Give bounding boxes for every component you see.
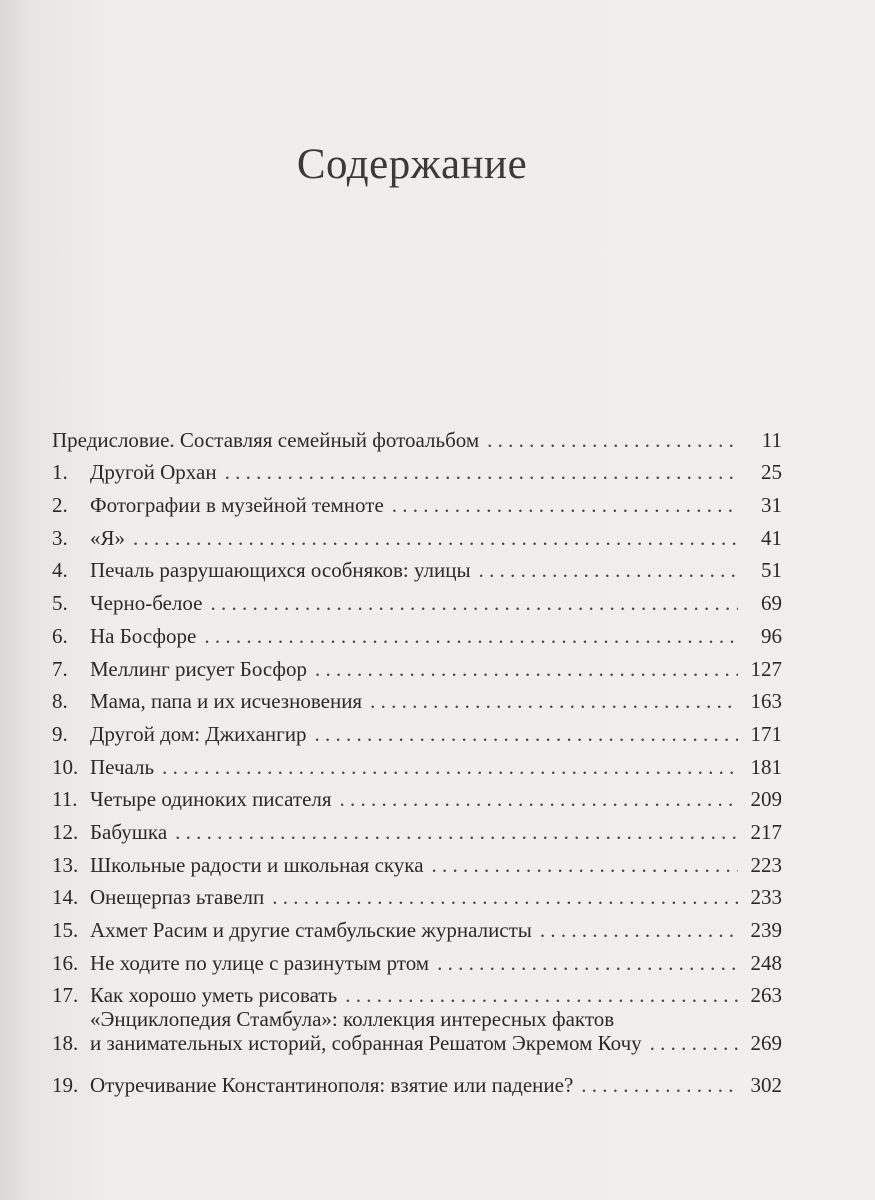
leader-dots [479,558,738,582]
toc-entry-number: 6. [52,623,68,648]
leader-dots [370,689,738,713]
toc-entry-number: 19. [52,1072,79,1097]
toc-entry[interactable] [52,452,782,485]
toc-entry[interactable] [52,975,782,1008]
toc-entry[interactable] [52,1007,782,1055]
toc-entry[interactable] [52,517,782,550]
toc-entry-title: Меллинг рисует Босфор [90,656,308,681]
leader-dots [650,1031,738,1055]
toc-entry-number: 10. [52,754,79,779]
toc-entry-number: 5. [52,591,68,616]
toc-entry-number: 15. [52,918,79,942]
toc-entry-number: 3. [52,525,68,550]
toc-entry[interactable] [52,615,782,648]
toc-entry[interactable] [52,877,782,910]
toc-entry-page: 69 [761,591,782,616]
toc-entry-number: 9. [52,721,68,746]
leader-dots [432,853,738,877]
toc-entry-title: Другой дом: Джихангир [90,721,307,746]
toc-entry-title: Школьные радости и школьная скука [90,852,424,877]
toc-entry-number: 14. [52,885,79,910]
toc-entry-page: 239 [750,918,782,942]
toc-entry-title: «Я» [90,525,126,550]
toc-entry-title: Отуречивание Константинополя: взятие или падение? [90,1072,574,1097]
toc-entry-page: 302 [750,1072,782,1097]
toc-entry-title: Черно-белое [90,591,203,616]
leader-dots [272,885,738,909]
toc-entry-title: Печаль [90,754,155,779]
toc-entry-number: 12. [52,819,79,844]
toc-entry-number: 11. [52,787,78,812]
toc-entry-title: Печаль разрушающихся особняков: улицы [90,558,471,583]
toc-entry-number: 1. [52,460,68,485]
leader-dots [315,722,739,746]
toc-entry-title: Бабушка [90,819,168,844]
toc-entry-page: 11 [761,427,782,452]
toc-entry-page: 263 [750,983,782,1008]
leader-dots [162,755,738,779]
toc-entry-title: Четыре одиноких писателя [90,787,332,812]
toc-entry[interactable] [52,746,782,779]
leader-dots [133,526,738,550]
page-title: Содержание [296,141,528,188]
toc-entry-page: 31 [761,493,782,518]
toc-entry-title: Ахмет Расим и другие стамбульские журналисты [90,918,532,942]
toc-entry[interactable] [52,1064,782,1097]
table-of-contents [52,419,782,1097]
toc-entry[interactable] [52,582,782,615]
toc-entry[interactable] [52,779,782,812]
leader-dots [211,591,739,615]
toc-entry-page: 209 [750,787,782,812]
leader-dots [581,1073,738,1097]
leader-dots [392,493,738,517]
leader-dots [204,624,738,648]
toc-entry-page: 217 [750,819,782,844]
toc-entry-title-line-2: и занимательных историй, собранная Решатом Экремом Кочу [90,1031,642,1056]
toc-entry-preface[interactable] [52,419,782,452]
toc-entry-number: 7. [52,656,68,681]
toc-entry-page: 248 [750,950,782,975]
toc-entry-page: 41 [761,525,782,550]
toc-entry-page: 181 [750,754,782,779]
toc-entry-page: 171 [750,721,782,746]
toc-entry[interactable] [52,681,782,714]
toc-entry-title: Не ходите по улице с разинутым ртом [90,950,430,975]
toc-entry-number: 16. [52,950,79,975]
toc-entry-page: 223 [750,852,782,877]
toc-entry-title: Другой Орхан [90,460,217,485]
toc-entry-title: Предисловие. Составляя семейный фотоальбом [52,427,480,452]
toc-entry[interactable] [52,811,782,844]
leader-dots [540,918,738,942]
leader-dots [487,428,738,452]
toc-entry[interactable] [52,713,782,746]
toc-entry-number: 18. [52,1031,79,1056]
leader-dots [437,951,738,975]
leader-dots [175,820,738,844]
toc-entry-number: 2. [52,493,68,518]
toc-entry[interactable] [52,550,782,583]
toc-entry[interactable] [52,844,782,877]
toc-entry-page: 25 [761,460,782,485]
toc-entry-title: Как хорошо уметь рисовать [90,983,338,1008]
toc-entry-title [90,1007,642,1055]
toc-entry[interactable] [52,648,782,681]
toc-entry[interactable] [52,484,782,517]
toc-entry-title: На Босфоре [90,623,197,648]
toc-entry-page: 269 [750,1031,782,1056]
toc-entry-number: 8. [52,689,68,714]
toc-entry-title: Мама, папа и их исчезновения [90,689,363,714]
toc-entry-number: 4. [52,558,68,583]
toc-entry-number: 13. [52,852,79,877]
leader-dots [225,460,738,484]
toc-entry-title-line-1: «Энциклопедия Стамбула»: коллекция интересных фактов [90,1007,615,1032]
toc-entry-page: 163 [750,689,782,714]
toc-entry-title: Фотографии в музейной темноте [90,493,384,518]
leader-dots [340,787,738,811]
toc-entry-number: 17. [52,983,79,1008]
toc-entry-page: 233 [750,885,782,910]
toc-entry[interactable] [52,942,782,975]
toc-entry[interactable] [52,909,782,942]
toc-entry-page: 51 [761,558,782,583]
leader-dots [345,983,738,1007]
toc-entry-title: Онещерпаз ьтавелп [90,885,265,910]
toc-entry-page: 96 [761,623,782,648]
leader-dots [315,657,738,681]
toc-entry-page: 127 [750,656,782,681]
